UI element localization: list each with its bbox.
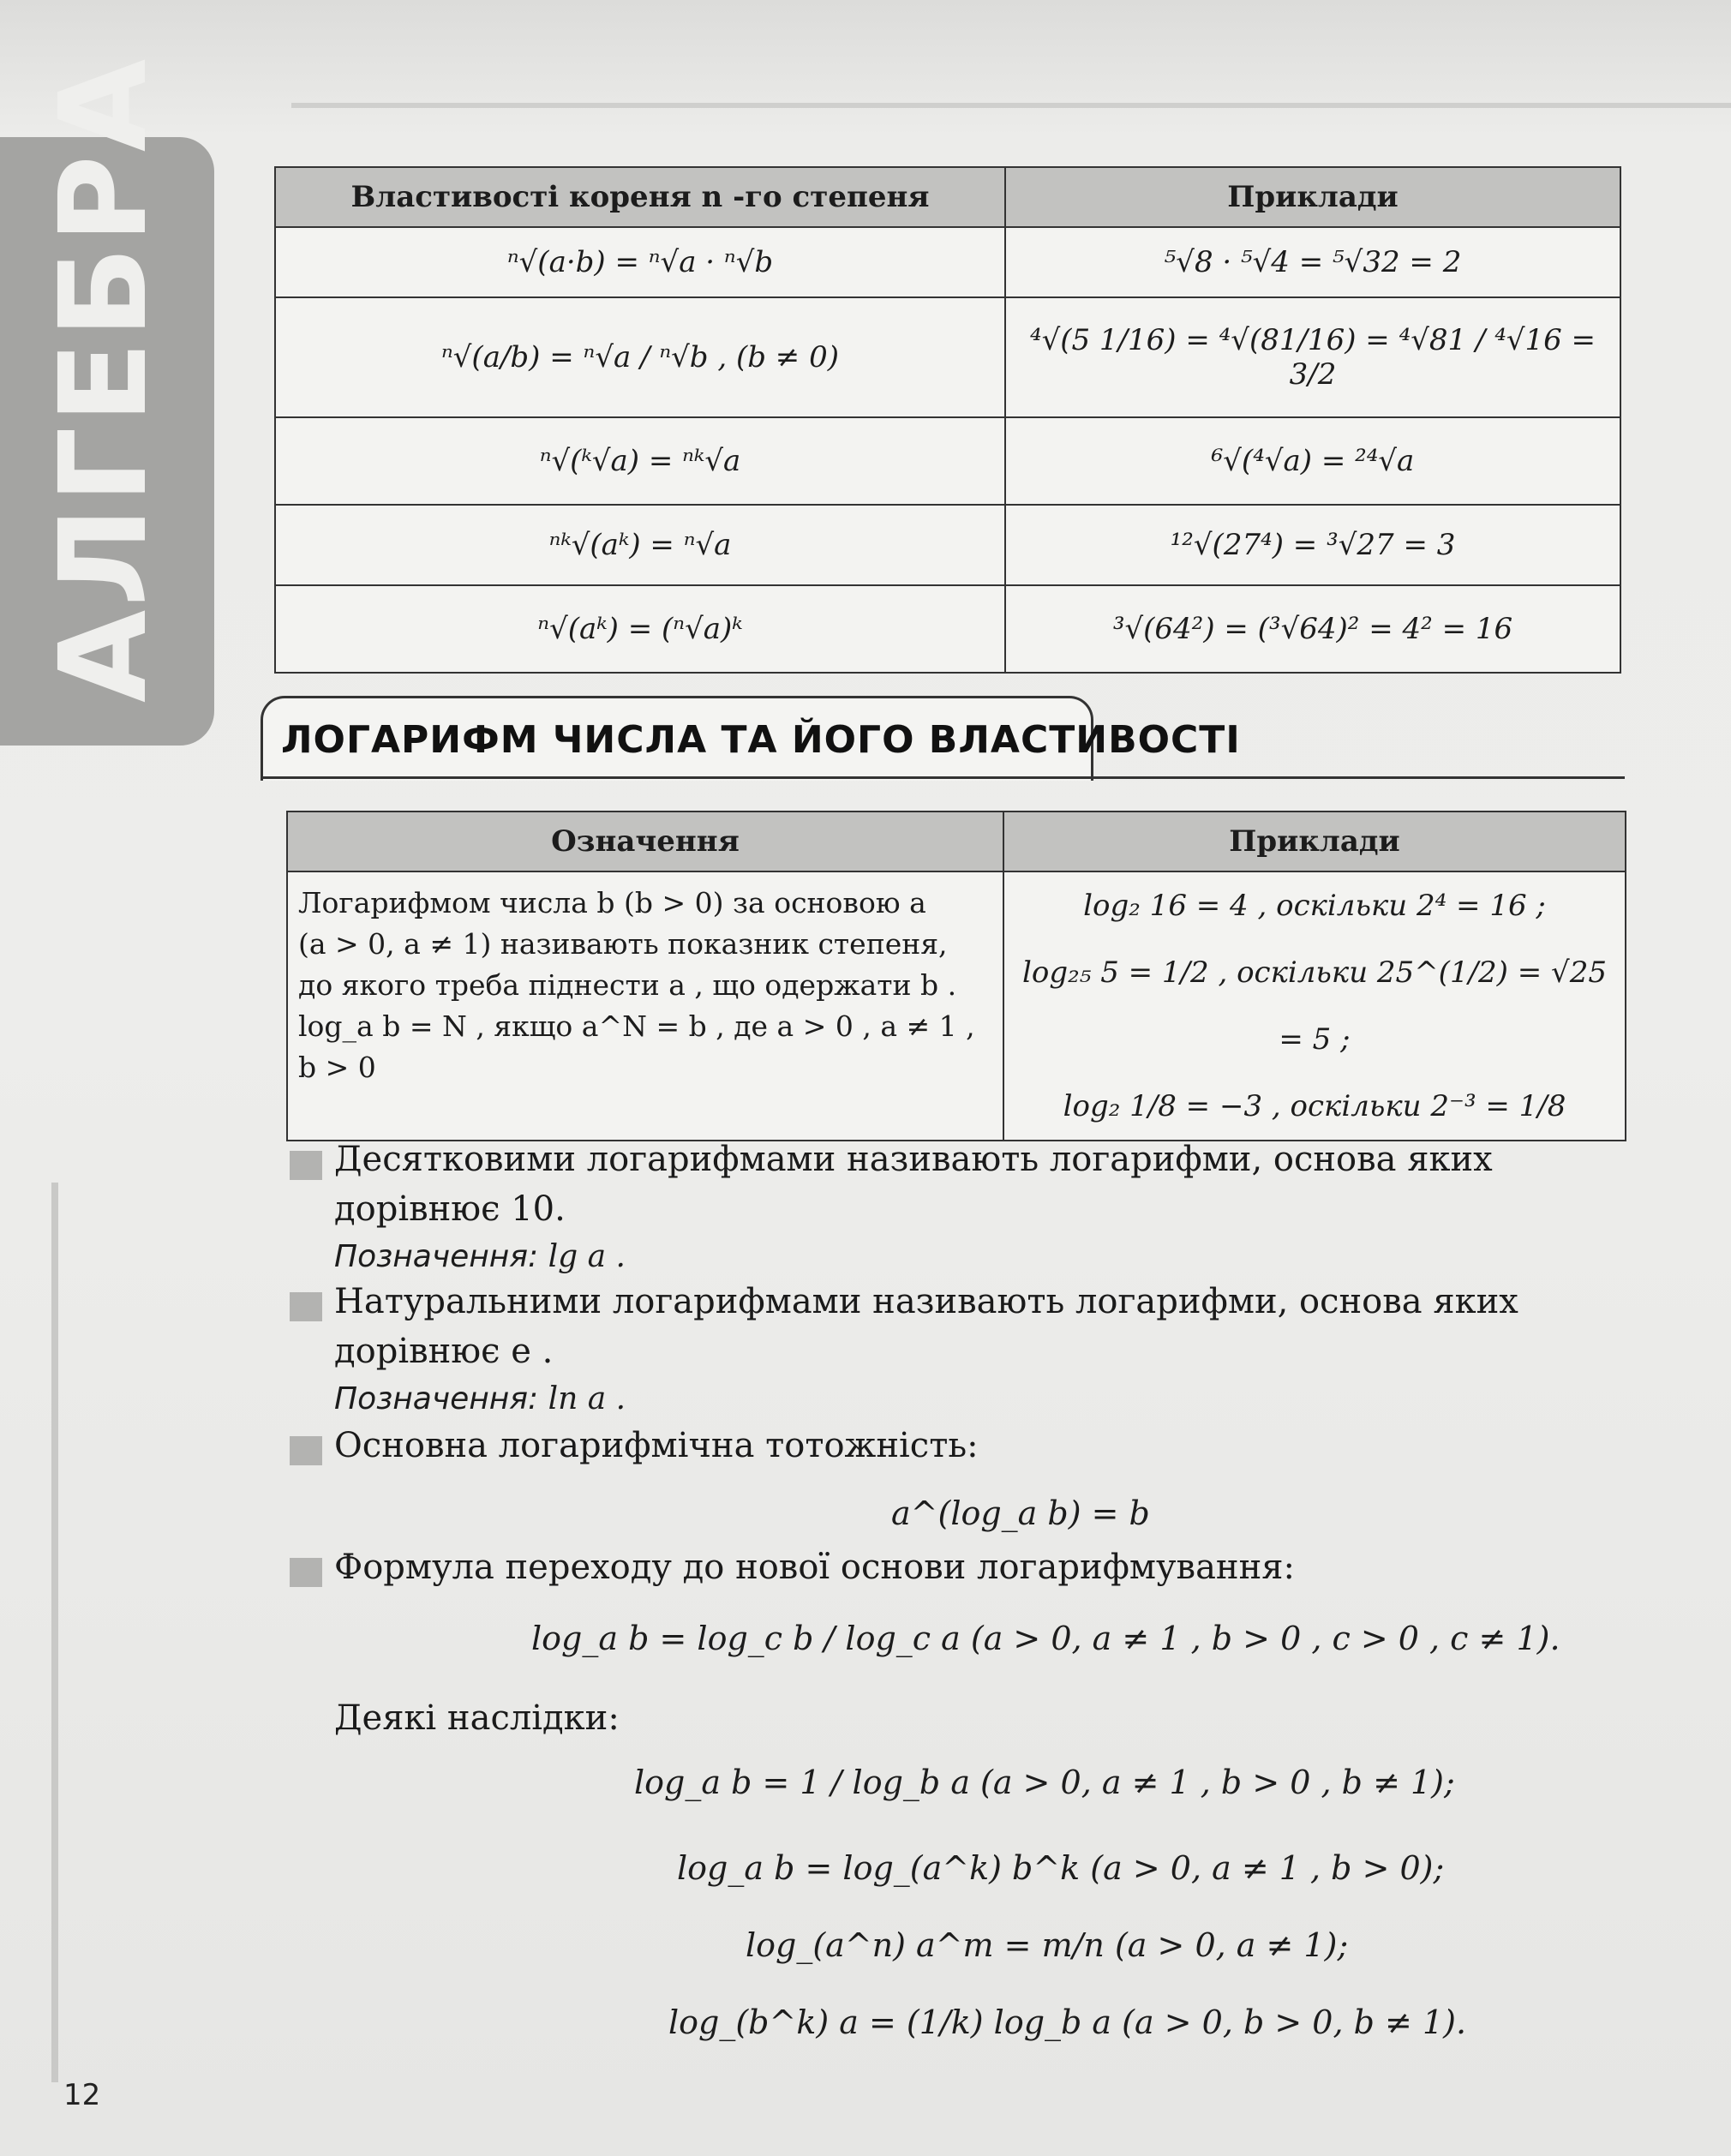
root-property-cell: ⁿ√(ᵏ√a) = ⁿᵏ√a (275, 417, 1005, 505)
root-property-cell: ⁿ√(aᵏ) = (ⁿ√a)ᵏ (275, 585, 1005, 673)
root-property-cell: ⁿ√(a/b) = ⁿ√a / ⁿ√b , (b ≠ 0) (275, 297, 1005, 417)
consequence-formula-1: log_a b = 1 / log_b a (a > 0, a ≠ 1 , b > 0 , b ≠ 1); (634, 1764, 1455, 1801)
root-example-cell: ⁵√8 · ⁵√4 = ⁵√32 = 2 (1005, 227, 1620, 297)
top-rule (291, 103, 1731, 108)
log-example: log₂₅ 5 = 1/2 , оскільки 25^(1/2) = √25 = 5 ; (1022, 955, 1607, 1057)
consequence-formula-3: log_(a^n) a^m = m/n (a > 0, a ≠ 1); (746, 1926, 1349, 1964)
table-row (275, 417, 1620, 505)
section-banner-underline (261, 776, 1625, 779)
change-of-base-label: Формула переходу до нової основи логарифмування: (334, 1548, 1295, 1587)
table-header-row (287, 811, 1626, 871)
header-examples: Приклади (1005, 167, 1620, 227)
header-definition: Означення (287, 811, 1003, 871)
definition-line: log_a b = N , якщо a^N = b , де a > 0 , a ≠ 1 , (298, 1009, 975, 1043)
bullet-square (290, 1558, 322, 1587)
table-header-row (275, 167, 1620, 227)
table-row (275, 227, 1620, 297)
definition-line: до якого треба піднести a , що одержати b . (298, 968, 957, 1002)
decimal-log-text-line1: Десятковими логарифмами називають логарифми, основа яких (334, 1140, 1493, 1179)
consequence-formula-4: log_(b^k) a = (1/k) log_b a (a > 0, b > 0, b ≠ 1). (668, 2003, 1467, 2041)
natural-log-text-line2: дорівнює e . (334, 1332, 554, 1371)
root-property-cell: ⁿ√(a·b) = ⁿ√a · ⁿ√b (275, 227, 1005, 297)
consequence-formula-2: log_a b = log_(a^k) b^k (a > 0, a ≠ 1 , b > 0); (677, 1849, 1445, 1887)
root-example-cell: ¹²√(27⁴) = ³√27 = 3 (1005, 505, 1620, 585)
consequences-label: Деякі наслідки: (334, 1698, 620, 1738)
natural-notation-value: ln a . (548, 1381, 626, 1416)
examples-cell (1003, 871, 1626, 1141)
root-property-cell: ⁿᵏ√(aᵏ) = ⁿ√a (275, 505, 1005, 585)
table-row (287, 871, 1626, 1141)
decimal-notation (334, 1239, 626, 1274)
identity-label: Основна логарифмічна тотожність: (334, 1426, 979, 1465)
header-properties: Властивості кореня n -го степеня (275, 167, 1005, 227)
definition-line: b > 0 (298, 1051, 376, 1084)
natural-log-text-line1: Натуральними логарифмами називають логарифми, основа яких (334, 1282, 1518, 1321)
natural-notation (334, 1381, 626, 1416)
notation-label: Позначення: (334, 1239, 539, 1274)
page-number: 12 (63, 2078, 101, 2112)
notation-label: Позначення: (334, 1381, 539, 1416)
definition-line: Логарифмом числа b (b > 0) за основою a (298, 886, 926, 919)
bullet-square (290, 1292, 322, 1321)
root-example-cell: ³√(64²) = (³√64)² = 4² = 16 (1005, 585, 1620, 673)
logarithm-definition-table (286, 811, 1626, 1141)
bullet-square (290, 1151, 322, 1180)
table-row (275, 297, 1620, 417)
table-row (275, 505, 1620, 585)
log-example: log₂ 16 = 4 , оскільки 2⁴ = 16 ; (1083, 889, 1546, 923)
root-example-cell: ⁶√(⁴√a) = ²⁴√a (1005, 417, 1620, 505)
table-row (275, 585, 1620, 673)
left-margin-stripe (51, 1183, 58, 2082)
identity-formula: a^(log_a b) = b (891, 1494, 1150, 1532)
bullet-square (290, 1436, 322, 1465)
roots-properties-table (274, 166, 1621, 674)
decimal-notation-value: lg a . (548, 1239, 626, 1274)
decimal-log-text-line2: дорівнює 10. (334, 1189, 566, 1229)
change-of-base-formula: log_a b = log_c b / log_c a (a > 0, a ≠ 1 , b > 0 , c > 0 , c ≠ 1). (531, 1620, 1560, 1657)
section-title: ЛОГАРИФМ ЧИСЛА ТА ЙОГО ВЛАСТИВОСТІ (281, 718, 1241, 762)
side-tab-label: АЛГЕБРА (34, 55, 174, 703)
header-examples: Приклади (1003, 811, 1626, 871)
root-example-cell: ⁴√(5 1/16) = ⁴√(81/16) = ⁴√81 / ⁴√16 = 3/2 (1005, 297, 1620, 417)
log-example: log₂ 1/8 = −3 , оскільки 2⁻³ = 1/8 (1063, 1089, 1566, 1123)
definition-cell (287, 871, 1003, 1141)
definition-line: (a > 0, a ≠ 1) називають показник степеня, (298, 927, 948, 961)
